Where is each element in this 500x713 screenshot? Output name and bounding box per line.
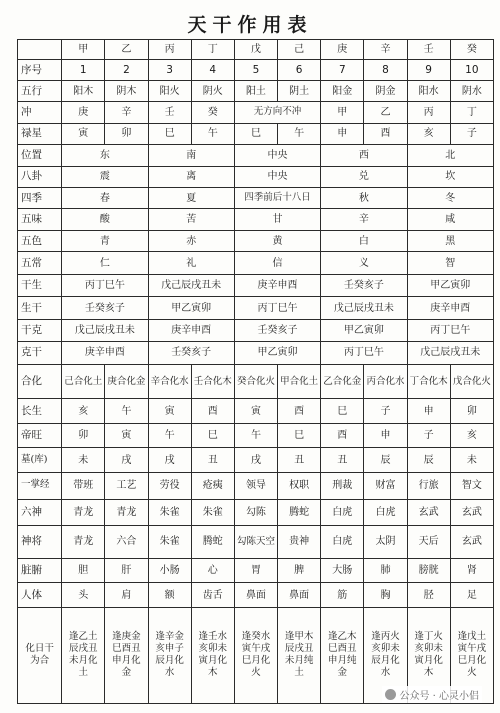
table-cell: 庚	[62, 102, 105, 123]
table-row	[18, 342, 494, 364]
table-cell: 3	[148, 60, 191, 80]
table-cell: 丑	[278, 448, 321, 473]
watermark	[382, 686, 482, 703]
table-cell: 辛	[321, 209, 407, 230]
table-cell: 丙丁巳午	[234, 297, 320, 319]
table-cell: 黑	[407, 230, 493, 251]
header-row	[18, 40, 494, 60]
table-cell: 午	[105, 399, 148, 424]
row-label: 八卦	[18, 166, 62, 187]
table-cell: 申	[364, 423, 407, 448]
table-cell: 丑	[191, 448, 234, 473]
table-cell: 苦	[148, 209, 234, 230]
table-cell: 胃	[234, 558, 277, 583]
table-cell: 午	[191, 123, 234, 144]
table-cell: 筋	[321, 583, 364, 608]
table-cell: 庚辛申酉	[234, 274, 320, 296]
table-cell: 己合化土	[62, 364, 105, 399]
table-cell: 卯	[105, 123, 148, 144]
table-cell: 壬癸亥子	[321, 274, 407, 296]
row-label: 六神	[18, 499, 62, 526]
table-cell: 玄武	[450, 526, 493, 559]
table-cell: 刑裁	[321, 472, 364, 499]
table-cell: 丑	[321, 448, 364, 473]
table-row	[18, 145, 494, 166]
stem-header: 己	[278, 40, 321, 60]
stem-header: 丙	[148, 40, 191, 60]
table-cell: 亥	[407, 123, 450, 144]
table-cell: 丁	[450, 102, 493, 123]
row-label: 五味	[18, 209, 62, 230]
table-cell: 戌	[234, 448, 277, 473]
table-cell: 丙丁巳午	[321, 342, 407, 364]
table-cell: 青	[62, 230, 148, 251]
table-cell: 亥	[450, 423, 493, 448]
table-cell: 酉	[364, 123, 407, 144]
table-cell: 阳水	[407, 80, 450, 101]
stem-header: 乙	[105, 40, 148, 60]
table-cell: 午	[234, 423, 277, 448]
table-cell: 朱雀	[191, 499, 234, 526]
table-cell: 逢戊土寅午戌巳月化火	[450, 607, 493, 703]
table-cell: 勾陈	[234, 499, 277, 526]
row-label: 神将	[18, 526, 62, 559]
table-cell: 震	[62, 166, 148, 187]
row-label: 序号	[18, 60, 62, 80]
table-cell: 北	[407, 145, 493, 166]
table-cell: 中央	[234, 145, 320, 166]
table-cell: 劳役	[148, 472, 191, 499]
table-cell: 青龙	[62, 499, 105, 526]
table-cell: 酉	[191, 399, 234, 424]
table-cell: 1	[62, 60, 105, 80]
watermark-text: 公众号 · 心灵小侣	[399, 691, 479, 702]
table-cell: 权职	[278, 472, 321, 499]
table-cell: 酉	[321, 423, 364, 448]
table-cell: 子	[364, 399, 407, 424]
table-row	[18, 252, 494, 274]
row-label: 干生	[18, 274, 62, 296]
table-cell: 礼	[148, 252, 234, 274]
table-row	[18, 209, 494, 230]
table-cell: 头	[62, 583, 105, 608]
table-cell: 白虎	[321, 499, 364, 526]
table-cell: 癸	[191, 102, 234, 123]
table-cell: 戊合化火	[450, 364, 493, 399]
row-label: 人体	[18, 583, 62, 608]
table-cell: 甲乙寅卯	[148, 297, 234, 319]
table-cell: 秋	[321, 188, 407, 209]
table-row	[18, 230, 494, 251]
row-label: 合化	[18, 364, 62, 399]
table-cell: 甲乙寅卯	[407, 274, 493, 296]
table-cell: 卯	[62, 423, 105, 448]
row-label: 禄星	[18, 123, 62, 144]
table-cell: 青龙	[62, 526, 105, 559]
stem-header: 癸	[450, 40, 493, 60]
table-cell: 逢辛金亥申子辰月化水	[148, 607, 191, 703]
table-cell: 壬癸亥子	[234, 319, 320, 341]
table-cell: 午	[278, 123, 321, 144]
row-label: 五色	[18, 230, 62, 251]
table-cell: 信	[234, 252, 320, 274]
table-cell: 阴土	[278, 80, 321, 101]
table-cell: 无方向不冲	[234, 102, 320, 123]
table-cell: 西	[321, 145, 407, 166]
table-cell: 白	[321, 230, 407, 251]
table-cell: 逢丙火亥卯未辰月化水	[364, 607, 407, 703]
table-cell: 辰	[407, 448, 450, 473]
table-row	[18, 499, 494, 526]
table-cell: 齿舌	[191, 583, 234, 608]
table-cell: 疮痍	[191, 472, 234, 499]
table-cell: 癸合化火	[234, 364, 277, 399]
table-cell: 寅	[148, 399, 191, 424]
table-row	[18, 558, 494, 583]
table-cell: 2	[105, 60, 148, 80]
table-cell: 青龙	[105, 499, 148, 526]
table-cell: 领导	[234, 472, 277, 499]
table-row	[18, 102, 494, 123]
table-row	[18, 274, 494, 296]
table-cell: 太阴	[364, 526, 407, 559]
row-label: 四季	[18, 188, 62, 209]
table-cell: 壬癸亥子	[62, 297, 148, 319]
table-cell: 贵神	[278, 526, 321, 559]
table-cell: 甲	[321, 102, 364, 123]
table-cell: 壬	[148, 102, 191, 123]
table-cell: 丙丁巳午	[407, 319, 493, 341]
table-cell: 胫	[407, 583, 450, 608]
table-row	[18, 60, 494, 80]
table-cell: 智	[407, 252, 493, 274]
table-cell: 脾	[278, 558, 321, 583]
row-label: 克干	[18, 342, 62, 364]
table-cell: 兑	[321, 166, 407, 187]
stem-table	[17, 39, 494, 704]
stem-header: 丁	[191, 40, 234, 60]
table-cell: 寅	[234, 399, 277, 424]
table-cell: 申	[321, 123, 364, 144]
table-cell: 阳土	[234, 80, 277, 101]
table-cell: 辛合化水	[148, 364, 191, 399]
table-cell: 中央	[234, 166, 320, 187]
table-cell: 7	[321, 60, 364, 80]
table-cell: 阳火	[148, 80, 191, 101]
table-row	[18, 123, 494, 144]
table-title: 天干作用表	[187, 14, 313, 36]
table-cell: 朱雀	[148, 499, 191, 526]
table-cell: 逢乙土辰戌丑未月化土	[62, 607, 105, 703]
row-label: 一掌经	[18, 472, 62, 499]
table-cell: 壬癸亥子	[148, 342, 234, 364]
table-cell: 乙	[364, 102, 407, 123]
table-row	[18, 423, 494, 448]
table-cell: 玄武	[450, 499, 493, 526]
table-cell: 乙合化金	[321, 364, 364, 399]
table-row	[18, 319, 494, 341]
table-cell: 膀胱	[407, 558, 450, 583]
table-cell: 戌	[148, 448, 191, 473]
table-cell: 丁合化木	[407, 364, 450, 399]
table-cell: 甲乙寅卯	[234, 342, 320, 364]
table-cell: 戊己辰戌丑未	[321, 297, 407, 319]
table-cell: 赤	[148, 230, 234, 251]
row-label: 化日干为合	[18, 607, 62, 703]
table-cell: 阴金	[364, 80, 407, 101]
table-cell: 南	[148, 145, 234, 166]
table-cell: 戊己辰戌丑未	[407, 342, 493, 364]
table-cell: 庚辛申酉	[62, 342, 148, 364]
table-cell: 夏	[148, 188, 234, 209]
row-label: 帝旺	[18, 423, 62, 448]
table-cell: 财富	[364, 472, 407, 499]
table-row	[18, 399, 494, 424]
table-cell: 甲合化土	[278, 364, 321, 399]
table-cell: 玄武	[407, 499, 450, 526]
row-label: 墓(库)	[18, 448, 62, 473]
table-cell: 坎	[407, 166, 493, 187]
table-row	[18, 472, 494, 499]
table-cell: 胸	[364, 583, 407, 608]
table-cell: 未	[450, 448, 493, 473]
table-cell: 午	[148, 423, 191, 448]
table-cell: 阳木	[62, 80, 105, 101]
table-cell: 巳	[278, 423, 321, 448]
table-cell: 10	[450, 60, 493, 80]
table-row	[18, 526, 494, 559]
table-cell: 鼻面	[278, 583, 321, 608]
table-cell: 辛	[105, 102, 148, 123]
table-cell: 巳	[234, 123, 277, 144]
row-label: 五常	[18, 252, 62, 274]
table-cell: 大肠	[321, 558, 364, 583]
table-cell: 带班	[62, 472, 105, 499]
table-cell: 黄	[234, 230, 320, 251]
table-row	[18, 188, 494, 209]
table-cell: 逢壬水亥卯未寅月化木	[191, 607, 234, 703]
row-label: 五行	[18, 80, 62, 101]
table-cell: 四季前后十八日	[234, 188, 320, 209]
table-cell: 白虎	[364, 499, 407, 526]
table-cell: 9	[407, 60, 450, 80]
wechat-logo-icon	[385, 689, 396, 700]
table-cell: 戊己辰戌丑未	[62, 319, 148, 341]
table-cell: 丙丁巳午	[62, 274, 148, 296]
table-cell: 辰	[364, 448, 407, 473]
table-cell: 子	[407, 423, 450, 448]
stem-header: 戊	[234, 40, 277, 60]
table-cell: 六合	[105, 526, 148, 559]
table-row	[18, 80, 494, 101]
table-cell: 庚辛申酉	[407, 297, 493, 319]
table-cell: 子	[450, 123, 493, 144]
table-cell: 白虎	[321, 526, 364, 559]
table-cell: 春	[62, 188, 148, 209]
table-cell: 足	[450, 583, 493, 608]
table-cell: 阴木	[105, 80, 148, 101]
table-cell: 肺	[364, 558, 407, 583]
table-cell: 天后	[407, 526, 450, 559]
table-cell: 寅	[62, 123, 105, 144]
table-cell: 肝	[105, 558, 148, 583]
stem-header: 庚	[321, 40, 364, 60]
table-cell: 4	[191, 60, 234, 80]
table-cell: 肾	[450, 558, 493, 583]
table-cell: 小肠	[148, 558, 191, 583]
table-cell: 工艺	[105, 472, 148, 499]
table-cell: 东	[62, 145, 148, 166]
row-label: 冲	[18, 102, 62, 123]
table-cell: 胆	[62, 558, 105, 583]
table-cell: 逢癸水寅午戌巳月化火	[234, 607, 277, 703]
table-cell: 逢庚金巳酉丑申月化金	[105, 607, 148, 703]
table-cell: 酉	[278, 399, 321, 424]
table-cell: 肩	[105, 583, 148, 608]
table-cell: 智文	[450, 472, 493, 499]
table-row	[18, 166, 494, 187]
table-cell: 6	[278, 60, 321, 80]
table-row	[18, 297, 494, 319]
stem-header: 辛	[364, 40, 407, 60]
header-corner	[18, 40, 62, 60]
table-cell: 庚合化金	[105, 364, 148, 399]
table-cell: 腾蛇	[278, 499, 321, 526]
row-label: 长生	[18, 399, 62, 424]
table-cell: 鼻面	[234, 583, 277, 608]
row-label: 生干	[18, 297, 62, 319]
table-cell: 离	[148, 166, 234, 187]
table-cell: 甘	[234, 209, 320, 230]
table-cell: 巳	[321, 399, 364, 424]
table-row	[18, 364, 494, 399]
table-cell: 8	[364, 60, 407, 80]
stem-header: 甲	[62, 40, 105, 60]
table-cell: 巳	[191, 423, 234, 448]
table-cell: 丙	[407, 102, 450, 123]
table-cell: 壬合化木	[191, 364, 234, 399]
stem-header: 壬	[407, 40, 450, 60]
table-cell: 戊己辰戌丑未	[148, 274, 234, 296]
table-cell: 行旅	[407, 472, 450, 499]
table-cell: 冬	[407, 188, 493, 209]
table-cell: 勾陈天空	[234, 526, 277, 559]
row-label: 干克	[18, 319, 62, 341]
table-row	[18, 448, 494, 473]
table-cell: 戌	[105, 448, 148, 473]
table-cell: 仁	[62, 252, 148, 274]
table-cell: 阴水	[450, 80, 493, 101]
row-label: 位置	[18, 145, 62, 166]
table-cell: 心	[191, 558, 234, 583]
table-cell: 腾蛇	[191, 526, 234, 559]
row-label: 脏腑	[18, 558, 62, 583]
table-cell: 5	[234, 60, 277, 80]
table-cell: 庚辛申酉	[148, 319, 234, 341]
table-cell: 逢甲木辰戌丑未月纯土	[278, 607, 321, 703]
table-cell: 亥	[62, 399, 105, 424]
table-cell: 义	[321, 252, 407, 274]
table-cell: 卯	[450, 399, 493, 424]
table-row	[18, 583, 494, 608]
table-cell: 丙合化水	[364, 364, 407, 399]
table-cell: 逢丁火亥卯未寅月化木	[407, 607, 450, 703]
table-cell: 甲乙寅卯	[321, 319, 407, 341]
table-cell: 阴火	[191, 80, 234, 101]
table-cell: 酸	[62, 209, 148, 230]
table-cell: 逢乙木巳酉丑申月纯金	[321, 607, 364, 703]
table-cell: 寅	[105, 423, 148, 448]
table-cell: 咸	[407, 209, 493, 230]
table-cell: 阳金	[321, 80, 364, 101]
table-cell: 巳	[148, 123, 191, 144]
table-cell: 朱雀	[148, 526, 191, 559]
table-cell: 额	[148, 583, 191, 608]
table-cell: 未	[62, 448, 105, 473]
table-cell: 申	[407, 399, 450, 424]
